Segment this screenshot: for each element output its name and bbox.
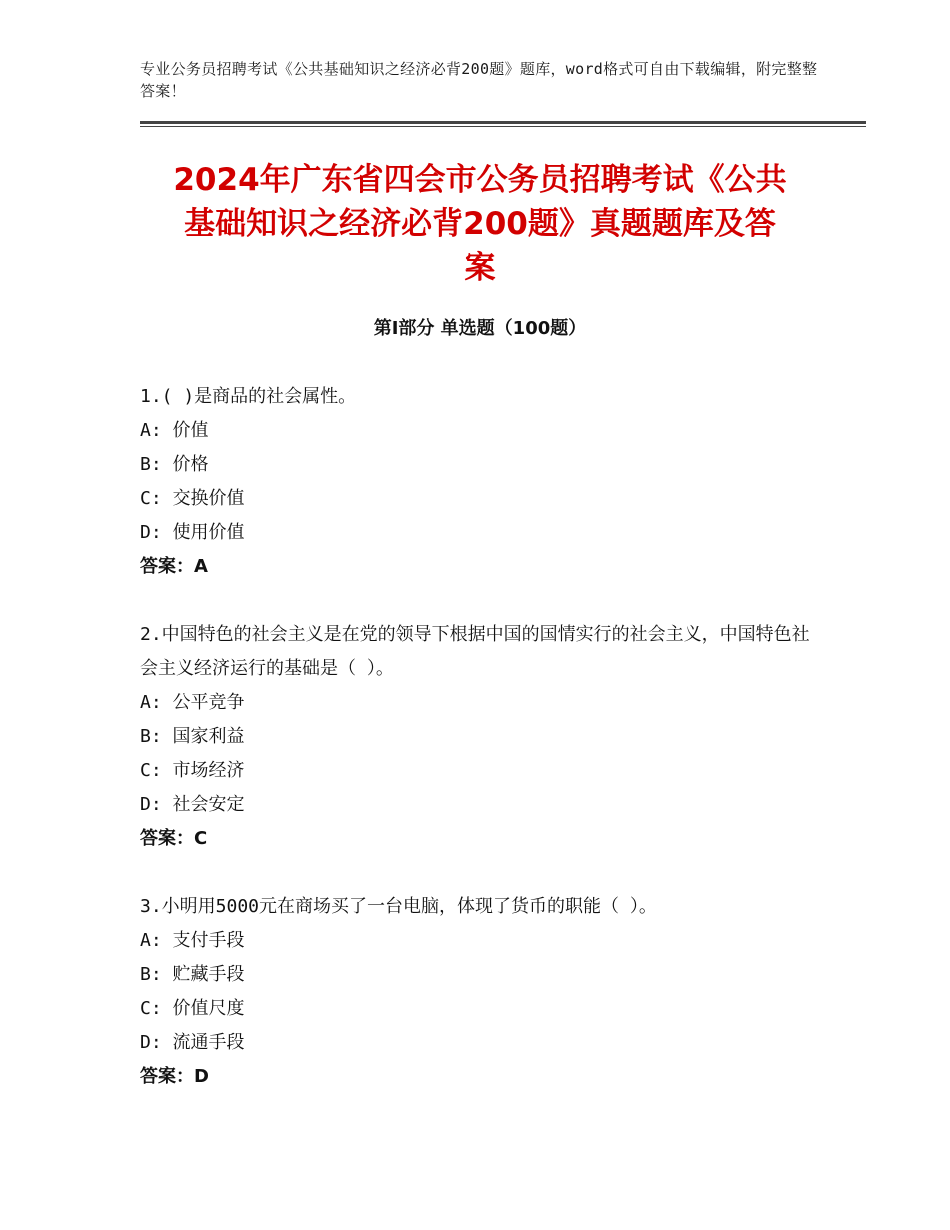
- option-c: C: 市场经济: [140, 760, 245, 781]
- title-line-2: 基础知识之经济必背200题》真题题库及答: [184, 206, 776, 242]
- divider-thin-line: [140, 126, 866, 127]
- document-title: [140, 158, 820, 290]
- option-a: A: 支付手段: [140, 930, 245, 951]
- question-stem: 3.小明用5000元在商场买了一台电脑，体现了货币的职能（ ）。: [140, 896, 657, 917]
- option-c: C: 价值尺度: [140, 998, 245, 1019]
- option-a: A: 公平竞争: [140, 692, 245, 713]
- option-d: D: 社会安定: [140, 794, 245, 815]
- option-d: D: 使用价值: [140, 522, 245, 543]
- question-stem: 1.( )是商品的社会属性。: [140, 386, 357, 407]
- question-stem: 2.中国特色的社会主义是在党的领导下根据中国的国情实行的社会主义，中国特色社会主义经济运行的基础是（ ）。: [140, 624, 810, 679]
- answer-label: 答案：D: [140, 1066, 209, 1087]
- header-note: 专业公务员招聘考试《公共基础知识之经济必背200题》题库，word格式可自由下载编辑，附完整整答案！: [140, 60, 818, 100]
- question-item: [140, 618, 820, 856]
- title-line-1: 2024年广东省四会市公务员招聘考试《公共: [173, 162, 787, 198]
- option-d: D: 流通手段: [140, 1032, 245, 1053]
- question-list: [140, 380, 820, 1128]
- option-b: B: 价格: [140, 454, 209, 475]
- option-c: C: 交换价值: [140, 488, 245, 509]
- option-b: B: 贮藏手段: [140, 964, 245, 985]
- section-heading: 第Ⅰ部分 单选题（100题）: [373, 318, 587, 339]
- divider-thick-line: [140, 121, 866, 124]
- header-divider: [140, 121, 866, 127]
- answer-label: 答案：C: [140, 828, 208, 849]
- question-item: [140, 890, 820, 1094]
- option-a: A: 价值: [140, 420, 209, 441]
- title-line-3: 案: [464, 250, 496, 286]
- question-item: [140, 380, 820, 584]
- answer-label: 答案：A: [140, 556, 208, 577]
- option-b: B: 国家利益: [140, 726, 245, 747]
